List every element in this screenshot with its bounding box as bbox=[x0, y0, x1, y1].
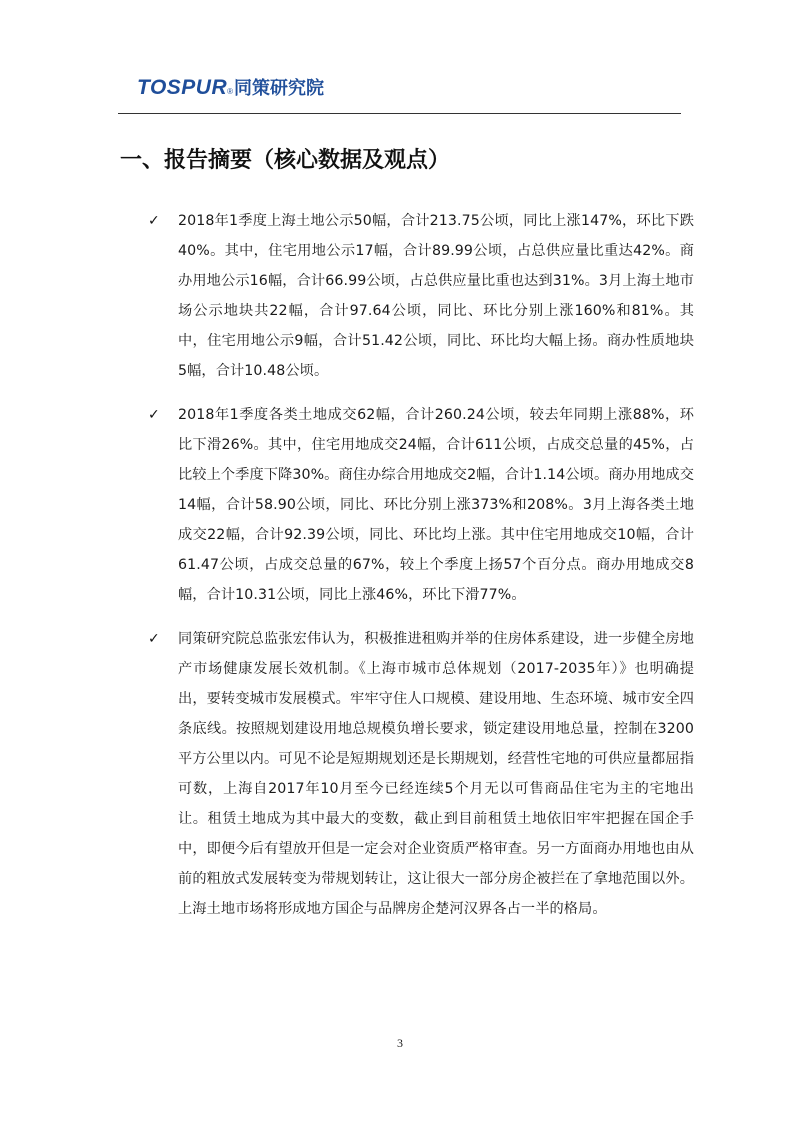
bullet-text: 同策研究院总监张宏伟认为，积极推进租购并举的住房体系建设，进一步健全房地产市场健康发展长效机制。《上海市城市总体规划（2017-2035年）》也明确提出，要转变城市发展模式。牢牢守住人口规模、建设用地、生态环境、城市安全四条底线。按照规划建设用地总规模负增长要求，锁定建设用地总量，控制在3200平方公里以内。可见不论是短期规划还是长期规划，经营性宅地的可供应量都屈指可数，上海自2017年10月至今已经连续5个月无以可售商品住宅为主的宅地出让。租赁土地成为其中最大的变数，截止到目前租赁土地依旧牢牢把握在国企手中，即便今后有望放开但是一定会对企业资质严格审查。另一方面商办用地也由从前的粗放式发展转变为带规划转让，这让很大一部分房企被拦在了拿地范围以外。上海土地市场将形成地方国企与品牌房企楚河汉界各占一半的格局。 bbox=[178, 631, 694, 917]
bullet-text: 2018年1季度上海土地公示50幅，合计213.75公顷，同比上涨147%，环比下跌40%。其中，住宅用地公示17幅，合计89.99公顷，占总供应量比重达42%。商办用地公示16幅，合计66.99公顷，占总供应量比重也达到31%。3月上海土地市场公示地块共22幅，合计97.64公顷，同比、环比分别上涨160%和81%。其中，住宅用地公示9幅，合计51.42公顷，同比、环比均大幅上扬。商办性质地块5幅，合计10.48公顷。 bbox=[178, 213, 694, 379]
bullet-text: 2018年1季度各类土地成交62幅，合计260.24公顷，较去年同期上涨88%，环比下滑26%。其中，住宅用地成交24幅，合计611公顷，占成交总量的45%，占比较上个季度下降30%。商住办综合用地成交2幅，合计1.14公顷。商办用地成交14幅，合计58.90公顷，同比、环比分别上涨373%和208%。3月上海各类土地成交22幅，合计92.39公顷，同比、环比均上涨。其中住宅用地成交10幅，合计61.47公顷，占成交总量的67%，较上个季度上扬57个百分点。商办用地成交8幅，合计10.31公顷，同比上涨46%，环比下滑77%。 bbox=[178, 407, 694, 603]
section-title: 一、报告摘要（核心数据及观点） bbox=[120, 148, 451, 173]
page-number: 3 bbox=[397, 1036, 403, 1050]
checkmark-icon: ✓ bbox=[148, 407, 160, 423]
bullet-item bbox=[148, 624, 694, 924]
bullet-item bbox=[148, 400, 694, 610]
checkmark-icon: ✓ bbox=[148, 213, 160, 229]
logo-chinese-name: 同策研究院 bbox=[234, 78, 325, 98]
tospur-logo bbox=[137, 74, 324, 100]
bullet-item bbox=[148, 206, 694, 386]
checkmark-icon: ✓ bbox=[148, 631, 160, 647]
header-divider bbox=[118, 113, 681, 114]
logo-registered-mark: ® bbox=[227, 87, 234, 96]
summary-bullet-list bbox=[148, 206, 694, 938]
logo-wordmark: TOSPUR bbox=[137, 76, 228, 99]
